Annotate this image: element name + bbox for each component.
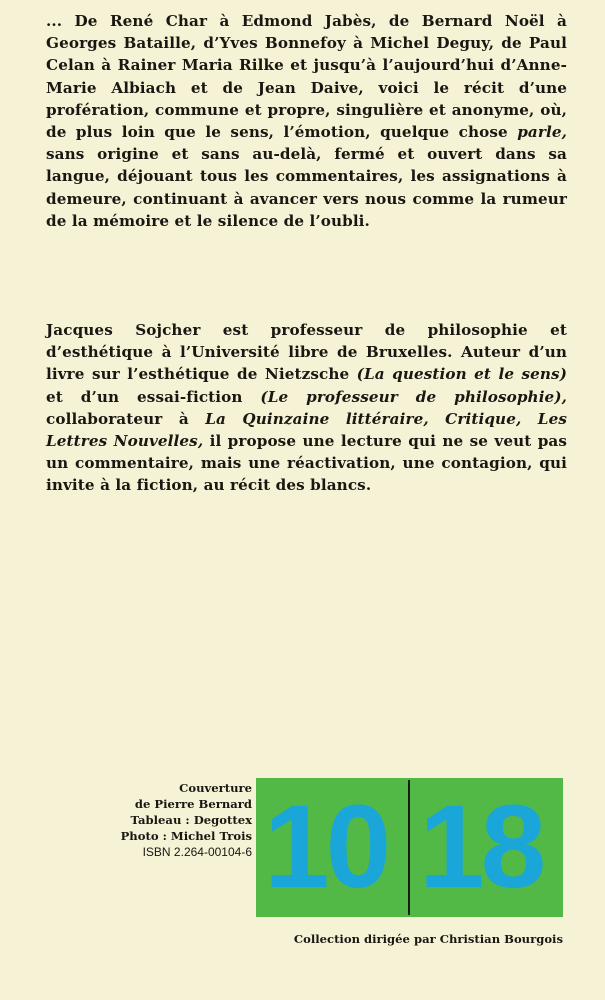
bio-italic-title: La Quinzaine littéraire, Critique, Les Lettres Nouvelles, <box>46 409 567 451</box>
logo-number-right: 18 <box>419 781 543 913</box>
collection-director-line: Collection dirigée par Christian Bourgois <box>293 932 563 946</box>
logo-number-left: 10 <box>264 781 388 913</box>
bio-italic-title: (La question et le sens) <box>356 365 567 384</box>
logo-divider <box>408 780 410 915</box>
bio-text: collaborateur à <box>46 409 206 428</box>
author-bio-paragraph <box>46 319 567 497</box>
description-italic-text: parle, <box>517 123 567 142</box>
bio-italic-title: (Le professeur de philosophie), <box>260 387 567 406</box>
bio-text: il propose une lecture qui ne se veut pas un commentaire, mais une réactivation, une contagion, qui invite à la fiction, au récit des blancs. <box>46 432 568 495</box>
description-text: ... De René Char à Edmond Jabès, de Bernard Noël à Georges Bataille, d’Yves Bonnefoy à Michel Deguy, de Paul Celan à Rainer Maria Rilke et jusqu’à l’aujourd’hui d’Anne-Marie Albiach et de Jean Daive, voici le récit d’une profération, commune et propre, singulière et anonyme, où, de plus loin que le sens, l’émotion, quelque chose <box>46 12 567 142</box>
credit-line: de Pierre Bernard <box>134 797 252 811</box>
credit-line: Couverture <box>179 781 252 795</box>
publisher-logo-10-18 <box>256 778 563 917</box>
cover-credits <box>52 780 252 860</box>
credit-line: Tableau : Degottex <box>130 813 252 827</box>
description-text: sans origine et sans au-delà, fermé et ouvert dans sa langue, déjouant tous les commentaires, les assignations à demeure, continuant à avancer vers nous comme la rumeur de la mémoire et le silence de l’oubli. <box>46 145 567 230</box>
description-paragraph <box>46 10 567 232</box>
credit-line: Photo : Michel Trois <box>120 829 252 843</box>
bio-text: Jacques Sojcher est professeur de philosophie et d’esthétique à l’Université libre de Bruxelles. Auteur d’un livre sur l’esthétique de Nietzsche <box>46 321 567 384</box>
bio-text: et d’un essai-fiction <box>46 387 261 406</box>
isbn-number: ISBN 2.264-00104-6 <box>142 845 252 859</box>
